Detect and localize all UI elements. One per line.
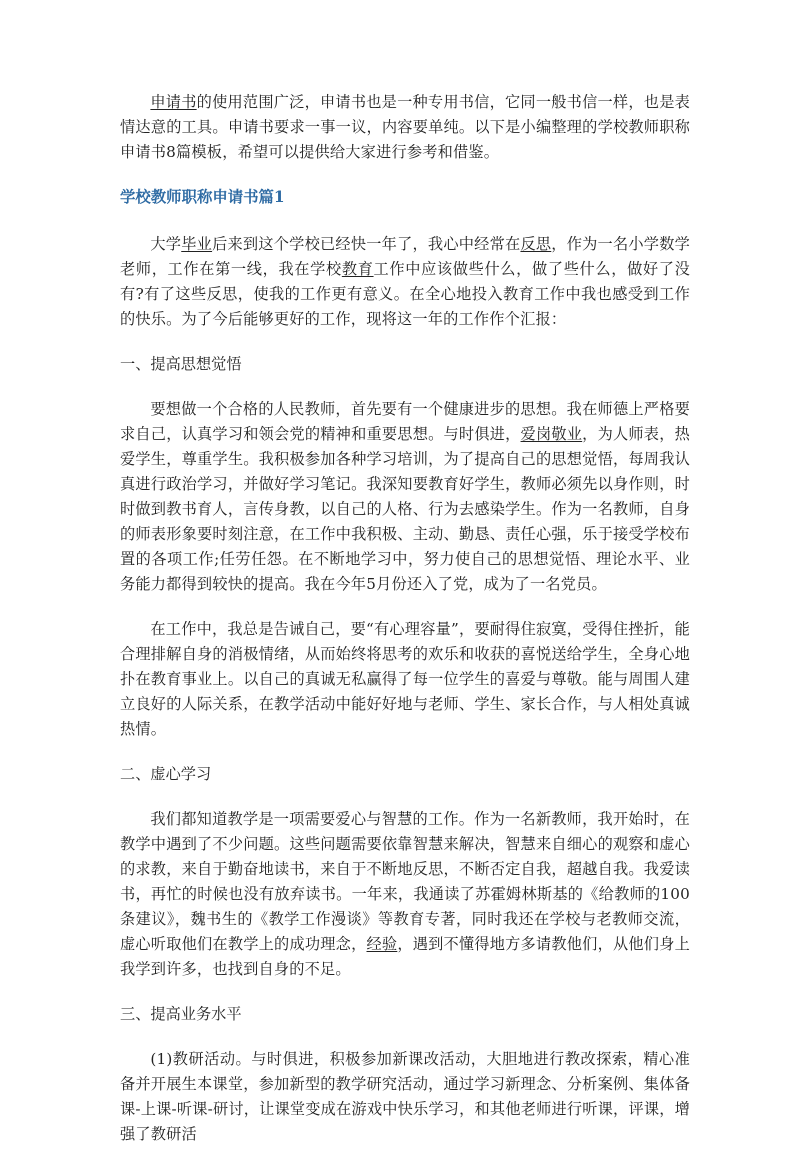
p2-text-2: ，为人师表，热爱学生，尊重学生。我积极参加各种学习培训，为了提高自己的思想觉悟，每周我认真进行政治学习，并做好学习笔记。我深知要教育好学生，教师必须先以身作则，时时做到教书育人，言传身教，以自己的人格、行为去感染学生。作为一名教师，自身的师表形象要时刻注意，在工作中我积极、主动、勤恳、责任心强，乐于接受学校布置的各项工作;任劳任怨。在不断地学习中，努力使自己的思想觉悟、理论水平、业务能力都得到较快的提高。我在今年5月份还入了党，成为了一名党员。 — [120, 425, 690, 593]
p1-text-3: ，作为一名小学数学老师，工作在第一线，我在学校 — [120, 235, 691, 278]
keyword-link-dedication[interactable]: 爱岗敬业 — [520, 425, 583, 443]
keyword-link-application[interactable]: 申请书 — [150, 93, 197, 111]
keyword-link-reflection[interactable]: 反思 — [520, 235, 552, 253]
p5-text-1: (1)教研活动。与时俱进，积极参加新课改活动，大胆地进行教改探索，精心准备并开展生本课堂，参加新型的教学研究活动，通过学习新理念、分析案例、集体备课-上课-听课-研讨，让课堂变成在游戏中快乐学习，和其他老师进行听课，评课，增强了教研活 — [120, 1050, 690, 1143]
article-heading: 学校教师职称申请书篇1 — [120, 188, 285, 206]
p4-text-1: 我们都知道教学是一项需要爱心与智慧的工作。作为一名新教师，我开始时，在教学中遇到了不少问题。这些问题需要依靠智慧来解决，智慧来自细心的观察和虚心的求教，来自于勤奋地读书，来自于不断地反思，不断否定自我，超越自我。我爱读书，再忙的时候也没有放弃读书。一年来，我通读了苏霍姆林斯基的《给教师的100条建议》，魏书生的《教学工作漫谈》等教育专著，同时我还在学校与老教师交流，虚心听取他们在教学上的成功理念， — [120, 810, 690, 953]
paragraph-3 — [120, 617, 690, 742]
p4-text-2: ，遇到不懂得地方多请教他们，从他们身上我学到许多，也找到自身的不足。 — [120, 935, 690, 978]
document-page — [120, 90, 690, 1167]
paragraph-1 — [120, 232, 690, 332]
p1-text-2: 后来到这个学校已经快一年了，我心中经常在 — [212, 235, 521, 253]
p1-text-4: 工作中应该做些什么，做了些什么，做好了没有?有了这些反思，使我的工作更有意义。在全心地投入教育工作中我也感受到工作的快乐。为了今后能够更好的工作，现将这一年的工作作个汇报： — [120, 260, 690, 328]
section-title-3: 三、提高业务水平 — [120, 1005, 242, 1023]
p3-text-1: 在工作中，我总是告诫自己，要“有心理容量”，要耐得住寂寞，受得住挫折，能合理排解自身的消极情绪，从而始终将思考的欢乐和收获的喜悦送给学生，全身心地扑在教育事业上。以自己的真诚无私赢得了每一位学生的喜爱与尊敬。能与周围人建立良好的人际关系，在教学活动中能好好地与老师、学生、家长合作，与人相处真诚热情。 — [120, 620, 690, 738]
intro-paragraph — [120, 90, 690, 165]
keyword-link-education[interactable]: 教育 — [341, 260, 374, 278]
p2-text-1: 要想做一个合格的人民教师，首先要有一个健康进步的思想。我在师德上严格要求自己，认真学习和领会党的精神和重要思想。与时俱进， — [120, 400, 690, 443]
p1-text-1: 大学 — [150, 235, 182, 253]
intro-text: 的使用范围广泛，申请书也是一种专用书信，它同一般书信一样，也是表情达意的工具。申请书要求一事一议，内容要单纯。以下是小编整理的学校教师职称申请书8篇模板，希望可以提供给大家进行参考和借鉴。 — [120, 93, 690, 161]
paragraph-5 — [120, 1047, 690, 1147]
paragraph-2 — [120, 397, 690, 597]
section-title-1: 一、提高思想觉悟 — [120, 355, 242, 373]
section-title-2: 二、虚心学习 — [120, 765, 212, 783]
keyword-link-graduate[interactable]: 毕业 — [181, 235, 213, 253]
keyword-link-experience[interactable]: 经验 — [366, 935, 398, 953]
paragraph-4 — [120, 807, 690, 982]
